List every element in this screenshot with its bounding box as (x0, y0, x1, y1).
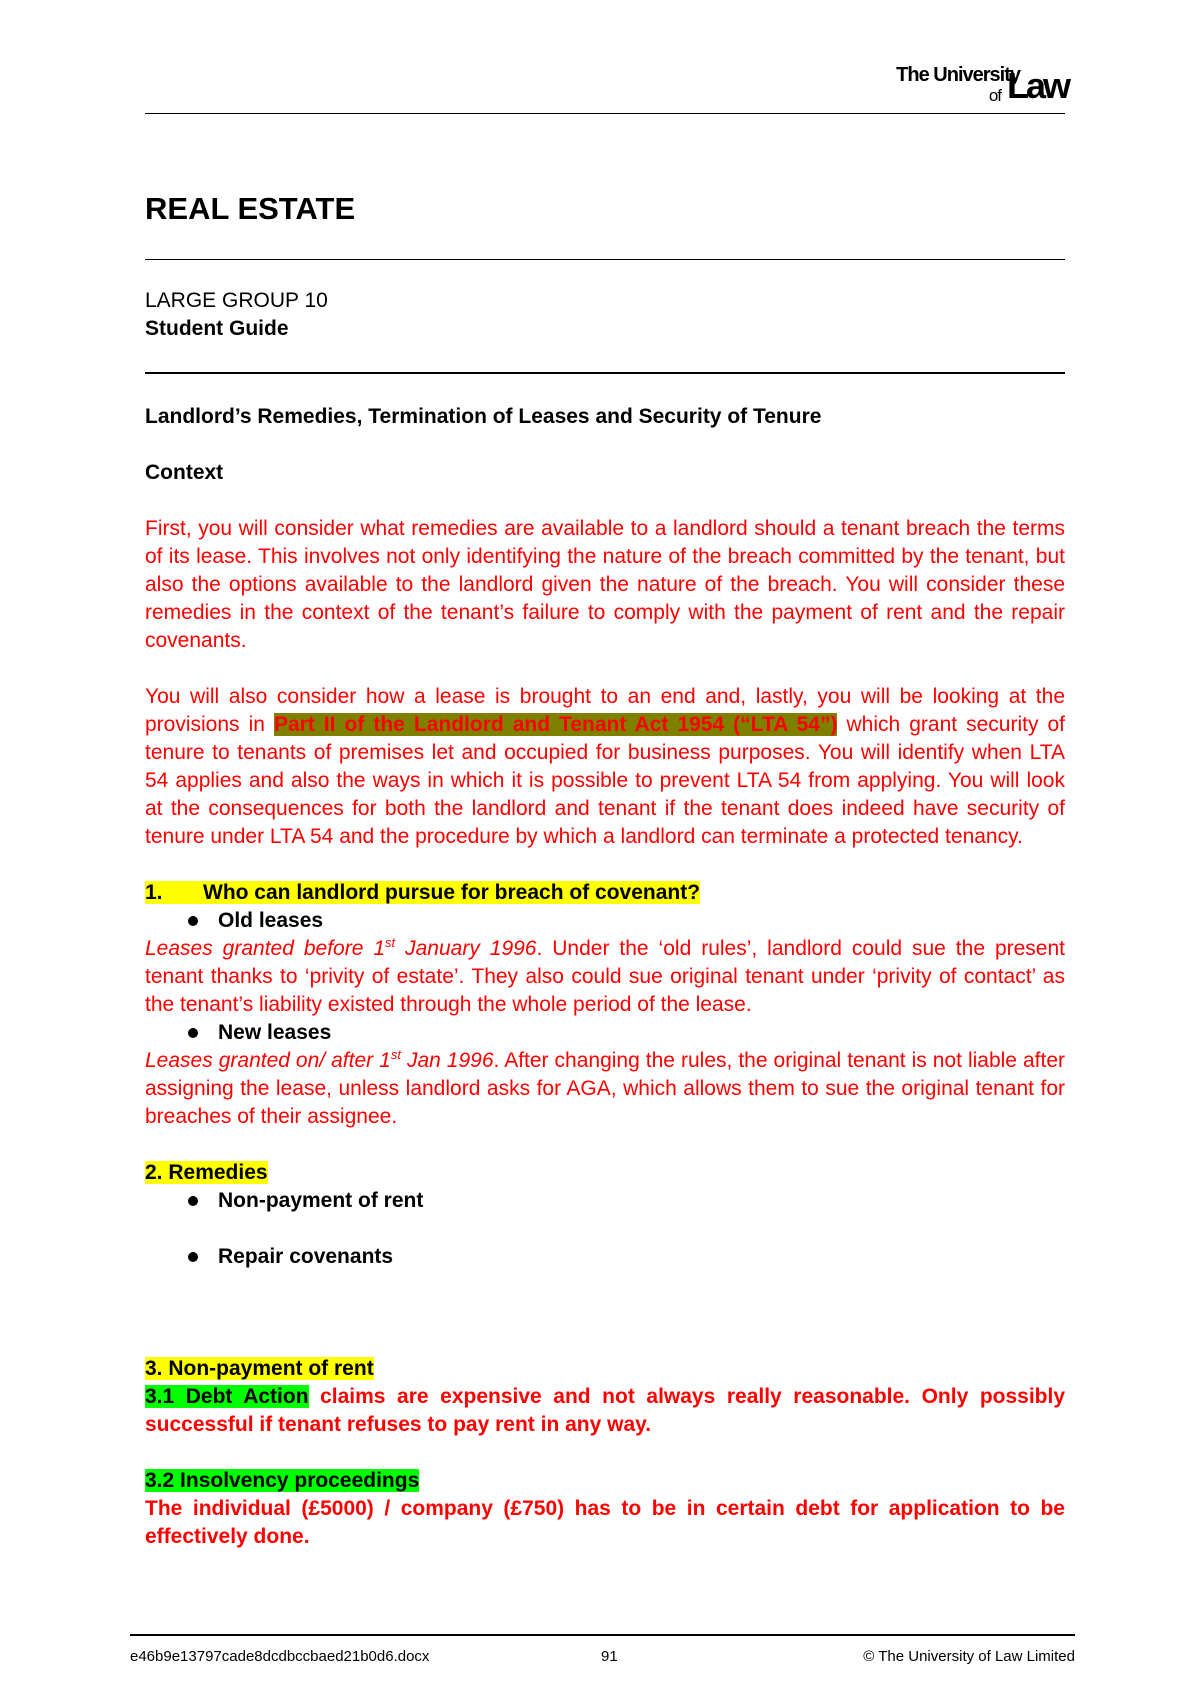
new-leases-italic-post: Jan 1996 (400, 1049, 494, 1072)
remedy-item-label: Repair covenants (218, 1245, 394, 1268)
new-leases-label: New leases (218, 1021, 332, 1044)
subtitle-rule (145, 372, 1065, 374)
debt-action-body: claims are expensive and not always really reasonable. Only possibly successful if tenant refuses to pay rent in any way. (145, 1385, 1066, 1436)
bullet-icon (188, 1196, 198, 1206)
logo-text-of: of (988, 86, 1001, 105)
footer-filename: e46b9e13797cade8dcdbccbaed21b0d6.docx (130, 1648, 430, 1665)
header-rule (145, 113, 1065, 114)
remedy-item-label: Non-payment of rent (218, 1189, 424, 1212)
old-leases-label: Old leases (218, 909, 324, 932)
old-leases-sup: st (385, 935, 396, 950)
group-label: LARGE GROUP 10 (145, 289, 328, 312)
bullet-icon (188, 1252, 198, 1262)
insolvency-heading (145, 1467, 1065, 1495)
section-2-title: 2. Remedies (145, 1161, 268, 1184)
new-leases-italic-pre: Leases granted on/ after 1 (145, 1049, 391, 1072)
section-1-number: 1. (145, 881, 163, 904)
old-leases-text (145, 935, 1065, 1019)
debt-action-label: 3.1 Debt Action (145, 1385, 309, 1408)
list-item-new-leases (145, 1019, 1065, 1047)
new-leases-body: . After changing the rules, the original tenant is not liable after assigning the lease, unless landlord asks for AGA, which allows them to sue the original tenant for breaches of their assignee. (145, 1049, 1066, 1128)
logo-text-university: The University (896, 64, 1020, 86)
context-paragraph-1: First, you will consider what remedies are available to a landlord should a tenant breach the terms of its lease. This involves not only identifying the nature of the breach committed by the tenant, but also the options available to the landlord given the nature of the breach. You will consider these remedies in the context of the tenant’s failure to comply with the payment of rent and the repair covenants. (145, 517, 1065, 652)
section-3-heading (145, 1355, 1065, 1383)
list-item-old-leases (145, 907, 1065, 935)
context-paragraph-2-end: which grant security of tenure to tenants of premises let and occupied for business purposes. You will identify when LTA 54 applies and also the ways in which it is possible to prevent LTA 54 from applying. You will look at the consequences for both the landlord and tenant if the tenant does indeed have security of tenure under LTA 54 and the procedure by which a landlord can terminate a protected tenancy. (145, 713, 1065, 848)
lta-54-highlight: Part II of the Landlord and Tenant Act 1954 (“LTA 54”) (273, 713, 838, 736)
section-1-title: Who can landlord pursue for breach of covenant? (203, 881, 701, 904)
list-item-repair (145, 1243, 1065, 1271)
old-leases-body: . Under the ‘old rules’, landlord could sue the present tenant thanks to ‘privity of estate’. They also could sue original tenant under ‘privity of contact’ as the tenant’s liability existed through the whole period of the lease. (145, 937, 1065, 1016)
debt-action-text (145, 1383, 1065, 1439)
new-leases-sup: st (390, 1047, 401, 1062)
section-2-heading (145, 1159, 1065, 1187)
list-item-non-payment (145, 1187, 1065, 1215)
title-rule (145, 259, 1065, 260)
context-heading: Context (145, 461, 224, 484)
old-leases-italic-pre: Leases granted before 1 (145, 937, 386, 960)
university-logo (862, 62, 1068, 106)
footer-copyright: © The University of Law Limited (863, 1648, 1075, 1665)
insolvency-label: 3.2 Insolvency proceedings (145, 1469, 420, 1492)
footer-page-number: 91 (601, 1648, 618, 1665)
insolvency-text: The individual (£5000) / company (£750) has to be in certain debt for application to be effectively done. (145, 1497, 1065, 1548)
topic-heading: Landlord’s Remedies, Termination of Leases and Security of Tenure (145, 405, 822, 428)
bullet-icon (188, 916, 198, 926)
footer-rule (130, 1634, 1075, 1636)
old-leases-italic-post: January 1996 (395, 937, 537, 960)
new-leases-text (145, 1047, 1065, 1131)
context-paragraph-2-start: You will also consider how a lease is brought to an end and, lastly, you will be looking at the provisions in (145, 685, 1065, 736)
section-3-title: 3. Non-payment of rent (145, 1357, 374, 1380)
logo-text-law: Law (1006, 65, 1068, 106)
guide-label: Student Guide (145, 317, 289, 340)
page-title: REAL ESTATE (145, 191, 356, 226)
section-1-heading (145, 879, 1065, 907)
bullet-icon (188, 1028, 198, 1038)
main-content (145, 403, 1065, 1551)
context-paragraph-2 (145, 683, 1065, 851)
section-1-highlight (145, 881, 700, 904)
